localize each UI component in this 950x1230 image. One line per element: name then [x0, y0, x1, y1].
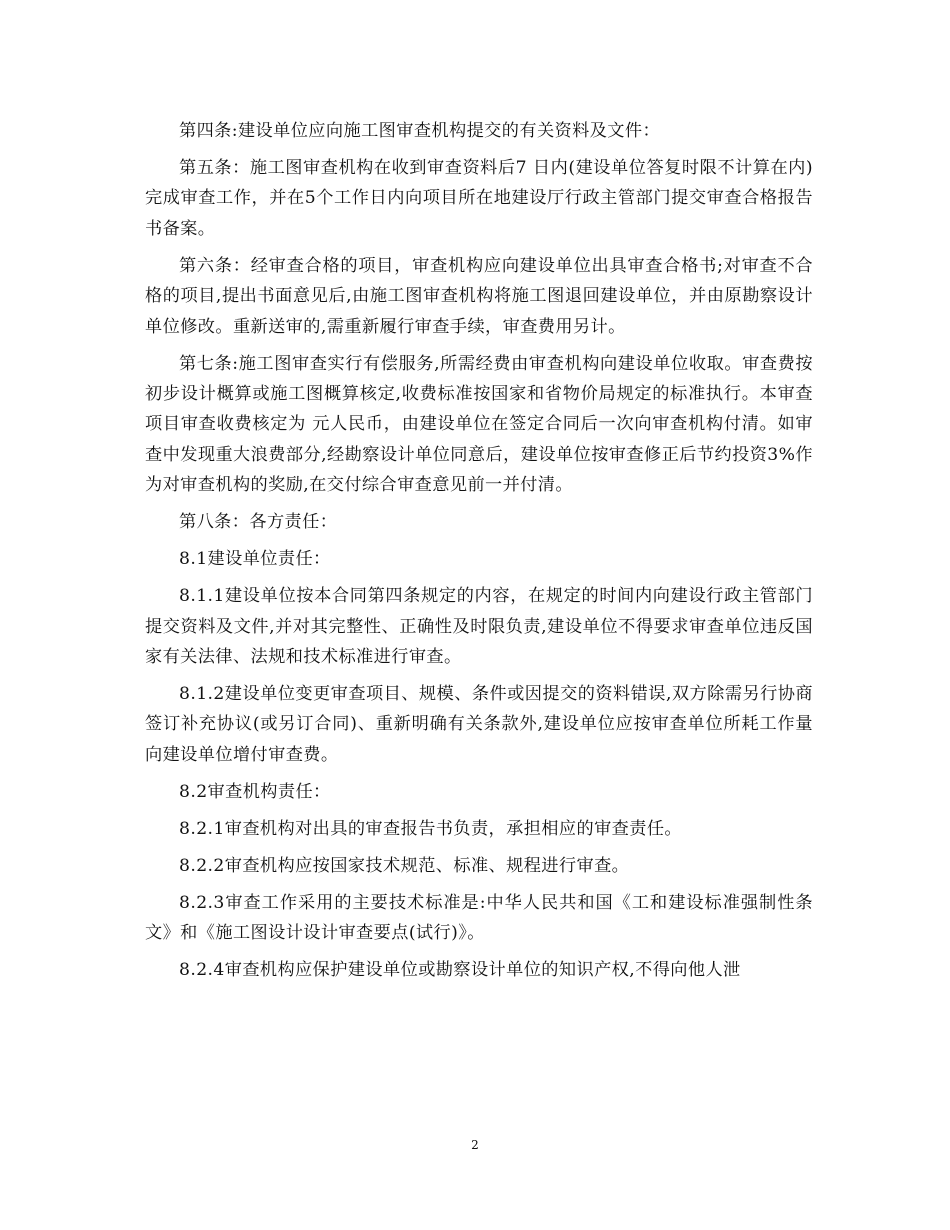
page-number: 2 [471, 1138, 479, 1152]
paragraph-article-7: 第七条:施工图审查实行有偿服务,所需经费由审查机构向建设单位收取。审查费按初步设计概算或施工图概算核定,收费标准按国家和省物价局规定的标准执行。本审查项目审查收费核定为 元人民币，由建设单位在签定合同后一次向审查机构付清。如审查中发现重大浪费部分,经勘察设计单位同意后，建设单位按审查修正后节约投资3%作为对审查机构的奖励,在交付综合审查意见前一并付清。 [145, 353, 813, 496]
document-body [145, 116, 813, 986]
paragraph-8-1-2: 8.1.2建设单位变更审查项目、规模、条件或因提交的资料错误,双方除需另行协商签订补充协议(或另订合同)、重新明确有关条款外,建设单位应按审查单位所耗工作量向建设单位增付审查费。 [145, 684, 813, 765]
paragraph-article-5: 第五条：施工图审查机构在收到审查资料后7 日内(建设单位答复时限不计算在内)完成审查工作，并在5个工作日内向项目所在地建设厅行政主管部门提交审查合格报告书备案。 [145, 158, 813, 239]
paragraph-8-2: 8.2审查机构责任： [179, 781, 331, 802]
paragraph-8-2-3: 8.2.3审查工作采用的主要技术标准是:中华人民共和国《工和建设标准强制性条文》和《施工图设计设计审查要点(试行)》。 [145, 892, 813, 944]
paragraph-8-2-2: 8.2.2审查机构应按国家技术规范、标准、规程进行审查。 [179, 855, 630, 876]
paragraph-article-6: 第六条：经审查合格的项目，审查机构应向建设单位出具审查合格书;对审查不合格的项目,提出书面意见后,由施工图审查机构将施工图退回建设单位，并由原勘察设计单位修改。重新送审的,需重新履行审查手续，审查费用另计。 [145, 255, 813, 337]
paragraph-article-8: 第八条：各方责任： [179, 512, 338, 533]
paragraph-8-1: 8.1建设单位责任： [179, 549, 331, 570]
paragraph-8-2-1: 8.2.1审查机构对出具的审查报告书负责，承担相应的审查责任。 [179, 818, 683, 839]
paragraph-8-1-1: 8.1.1建设单位按本合同第四条规定的内容，在规定的时间内向建设行政主管部门提交资料及文件,并对其完整性、正确性及时限负责,建设单位不得要求审查单位违反国家有关法律、法规和技术标准进行审查。 [145, 586, 813, 668]
paragraph-article-4: 第四条:建设单位应向施工图审查机构提交的有关资料及文件： [179, 121, 661, 141]
paragraph-8-2-4: 8.2.4审查机构应保护建设单位或勘察设计单位的知识产权,不得向他人泄 [179, 960, 741, 981]
